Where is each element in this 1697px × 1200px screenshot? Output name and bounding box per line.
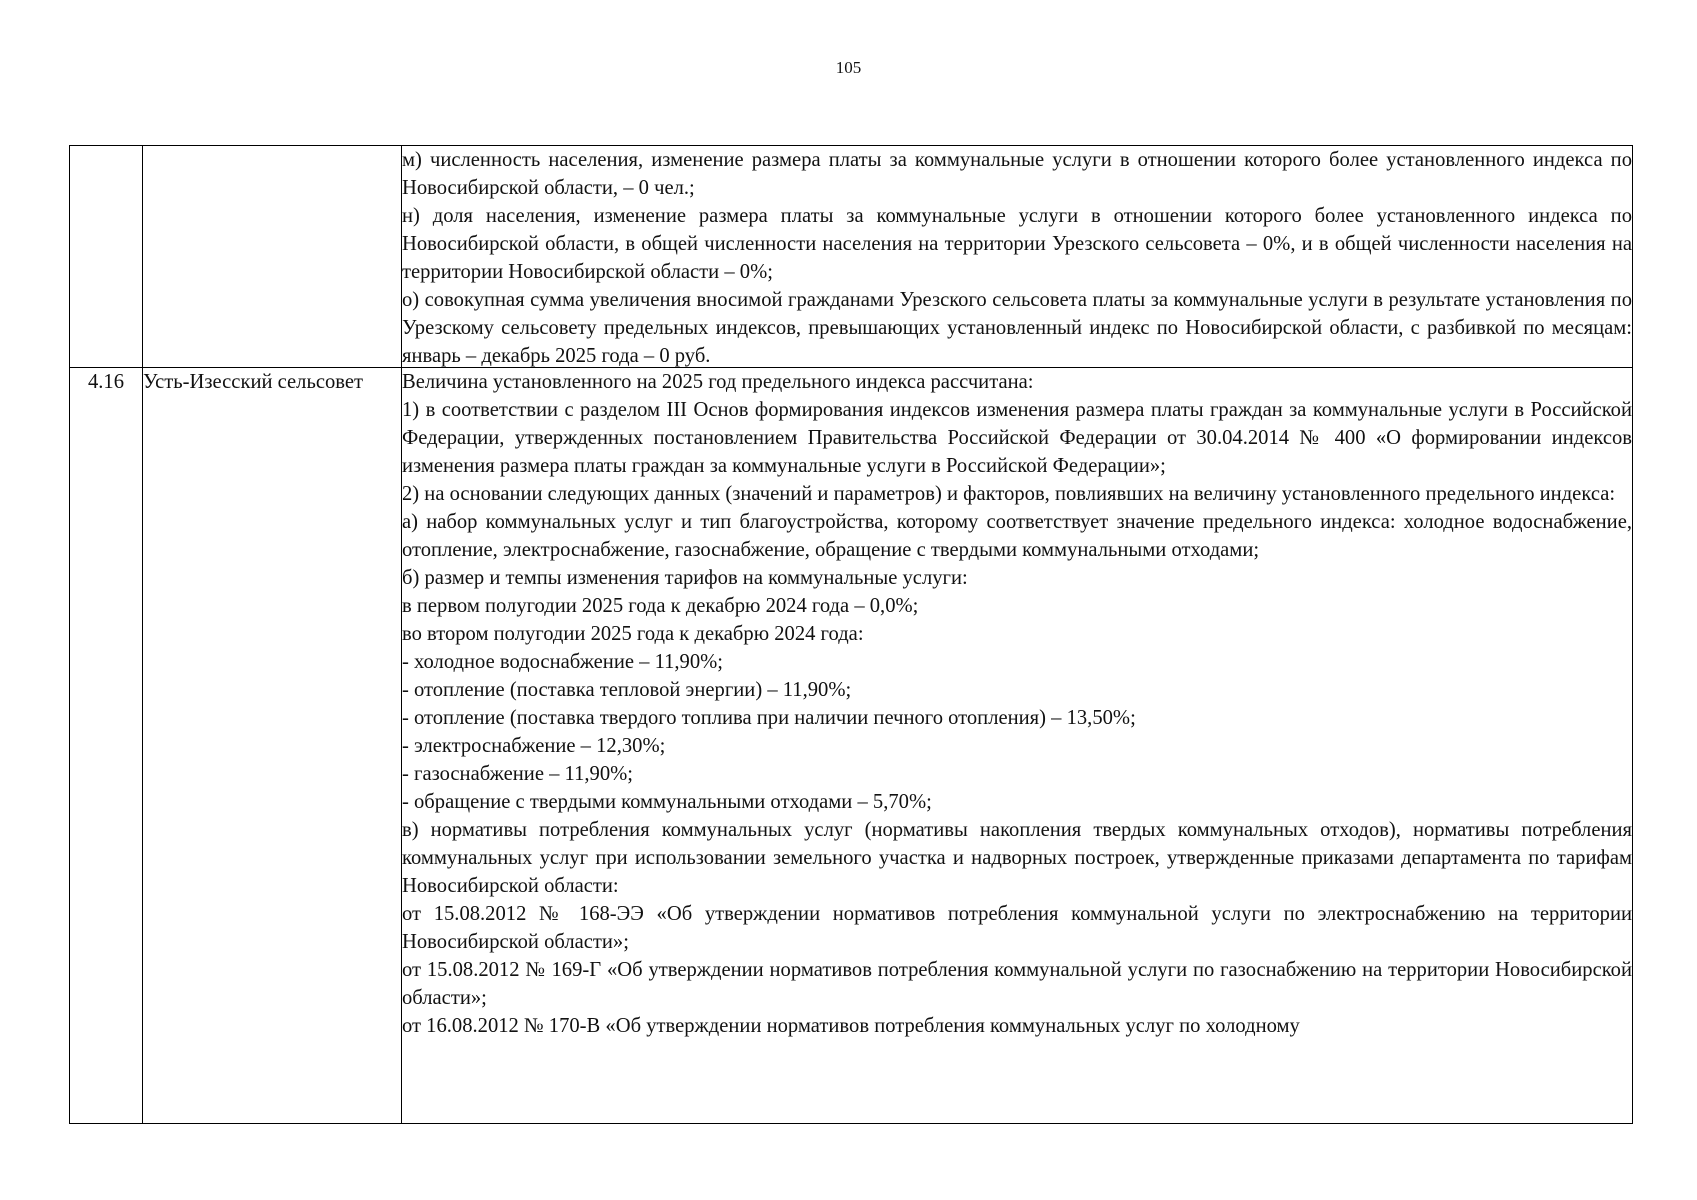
table-row: [70, 368, 1633, 1124]
row-content-cell: [402, 146, 1633, 368]
document-table: [69, 145, 1633, 1124]
tariff-item-heating: - отопление (поставка тепловой энергии) – 11,90%;: [402, 679, 852, 701]
paragraph-n: н) доля населения, изменение размера платы за коммунальные услуги в отношении которого более установленного индекса по Новосибирской области, в общей численности населения на территории Урезского сельсовета – 0%, и в общей численности населения на территории Новосибирской области – 0%;: [402, 205, 1632, 283]
order-168: от 15.08.2012 № 168-ЭЭ «Об утверждении нормативов потребления коммунальной услуги по электроснабжению на территории Новосибирской области»;: [402, 903, 1632, 953]
table-row: [70, 146, 1633, 368]
paragraph-1: 1) в соответствии с разделом III Основ формирования индексов изменения размера платы граждан за коммунальные услуги в Российской Федерации, утвержденных постановлением Правительства Российской Федерации от 30.04.2014 № 400 «О формировании индексов изменения размера платы граждан за коммунальные услуги в Российской Федерации»;: [402, 399, 1632, 477]
tariff-item-cold-water: - холодное водоснабжение – 11,90%;: [402, 651, 724, 673]
row-number-cell: [70, 146, 143, 368]
tariff-item-gas: - газоснабжение – 11,90%;: [402, 763, 634, 785]
municipality-name-cell: [143, 146, 402, 368]
paragraph-second-half: во втором полугодии 2025 года к декабрю 2024 года:: [402, 623, 864, 645]
paragraph-b: б) размер и темпы изменения тарифов на коммунальные услуги:: [402, 567, 968, 589]
order-169: от 15.08.2012 № 169-Г «Об утверждении нормативов потребления коммунальной услуги по газоснабжению на территории Новосибирской области»;: [402, 959, 1632, 1009]
paragraph-2: 2) на основании следующих данных (значений и параметров) и факторов, повлиявших на величину установленного предельного индекса:: [402, 483, 1616, 505]
paragraph-m: м) численность населения, изменение размера платы за коммунальные услуги в отношении которого более установленного индекса по Новосибирской области, – 0 чел.;: [402, 149, 1632, 199]
paragraph-first-half: в первом полугодии 2025 года к декабрю 2024 года – 0,0%;: [402, 595, 919, 617]
tariff-item-solid-fuel: - отопление (поставка твердого топлива при наличии печного отопления) – 13,50%;: [402, 707, 1136, 729]
row-number-cell: 4.16: [70, 368, 143, 1124]
row-content-cell: [402, 368, 1633, 1124]
tariff-item-electricity: - электроснабжение – 12,30%;: [402, 735, 666, 757]
paragraph-a: а) набор коммунальных услуг и тип благоустройства, которому соответствует значение предельного индекса: холодное водоснабжение, отопление, электроснабжение, газоснабжение, обращение с твердыми коммунальными отходами;: [402, 511, 1632, 561]
order-170: от 16.08.2012 № 170-В «Об утверждении нормативов потребления коммунальных услуг по холодному: [402, 1015, 1300, 1037]
municipality-name-cell: Усть-Изесский сельсовет: [143, 368, 402, 1124]
page-number: 105: [835, 58, 862, 77]
paragraph-v: в) нормативы потребления коммунальных услуг (нормативы накопления твердых коммунальных отходов), нормативы потребления коммунальных услуг при использовании земельного участка и надворных построек, утвержденные приказами департамента по тарифам Новосибирской области:: [402, 819, 1632, 897]
tariff-item-waste: - обращение с твердыми коммунальными отходами – 5,70%;: [402, 791, 932, 813]
paragraph-o: о) совокупная сумма увеличения вносимой гражданами Урезского сельсовета платы за коммунальные услуги в результате установления по Урезскому сельсовету предельных индексов, превышающих установленный индекс по Новосибирской области, с разбивкой по месяцам: январь – декабрь 2025 года – 0 руб.: [402, 289, 1632, 367]
paragraph-intro: Величина установленного на 2025 год предельного индекса рассчитана:: [402, 371, 1034, 393]
